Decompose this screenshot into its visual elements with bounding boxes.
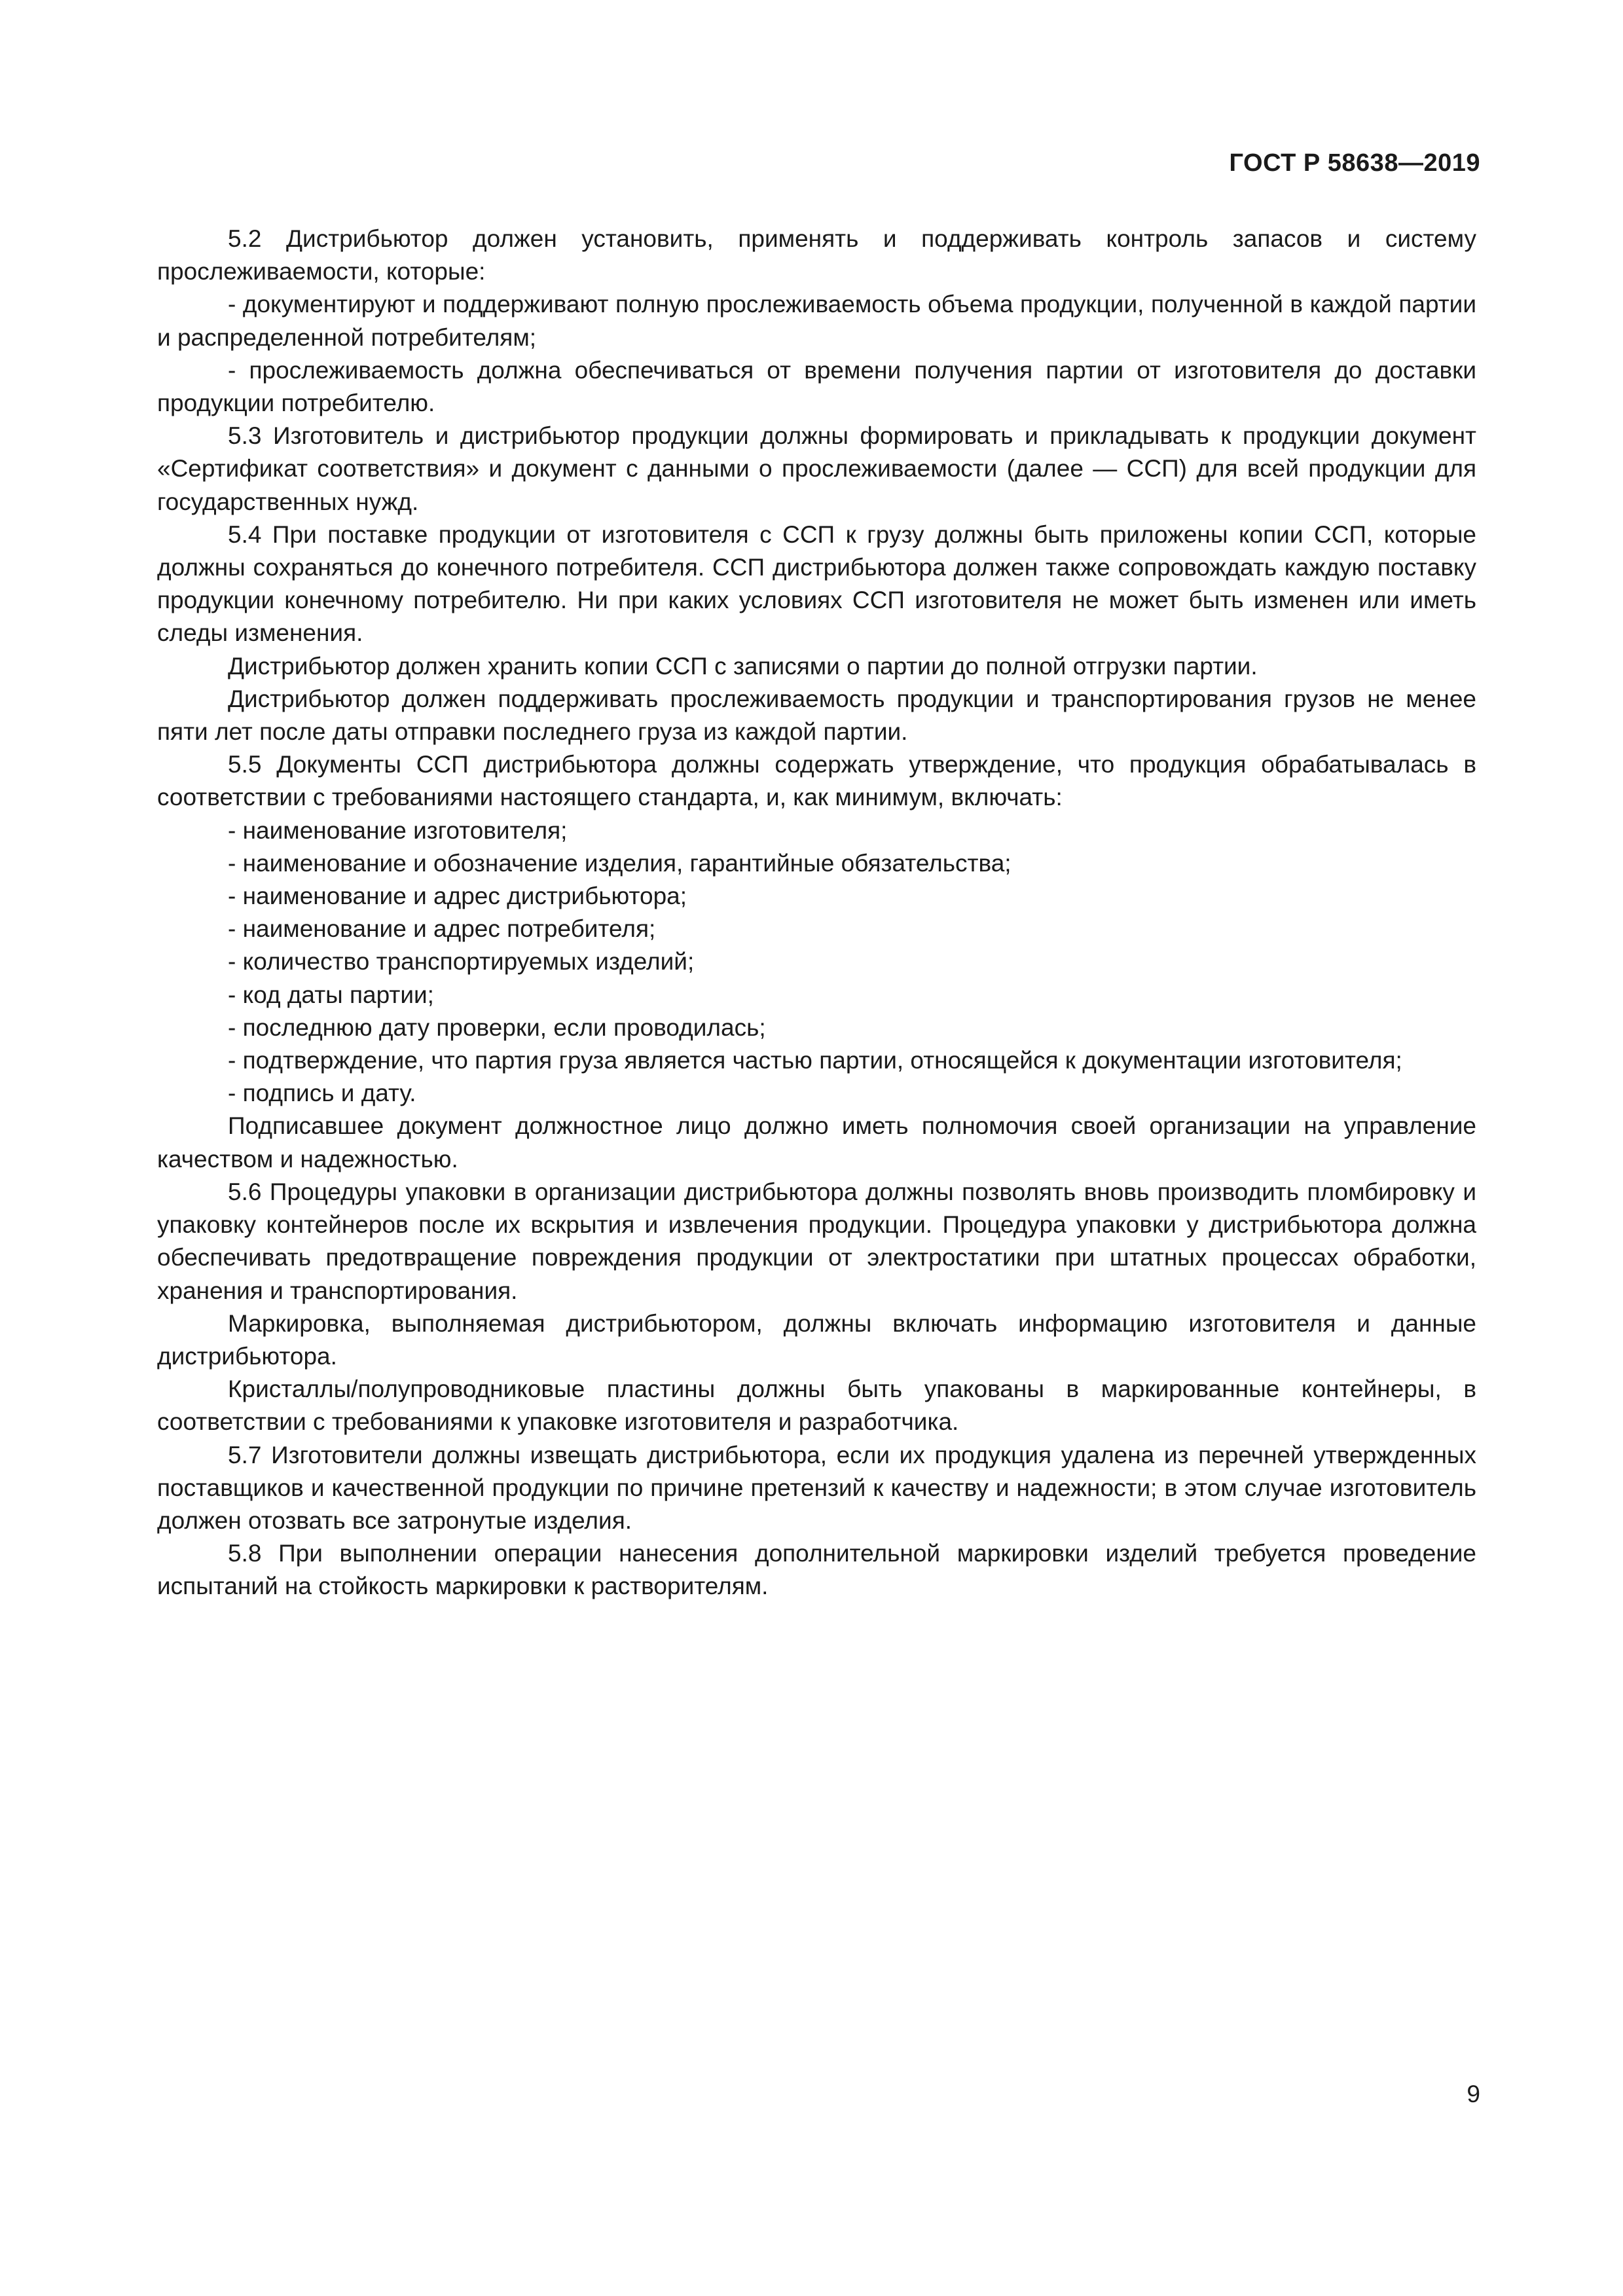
list-item: - подпись и дату. <box>228 1080 416 1107</box>
paragraph: Подписавшее документ должностное лицо должно иметь полномочия своей организации на управление качеством и надежностью. <box>157 1112 1476 1173</box>
list-item: - наименование и адрес дистрибьютора; <box>228 883 687 910</box>
page-number: 9 <box>1467 2081 1480 2107</box>
standard-code-header: ГОСТ Р 58638—2019 <box>1229 149 1480 177</box>
list-item: - прослеживаемость должна обеспечиваться от времени получения партии от изготовителя до доставки продукции потребителю. <box>157 356 1476 417</box>
clause-5-6: 5.6 Процедуры упаковки в организации дистрибьютора должны позволять вновь производить пломбировку и упаковку контейнеров после их вскрытия и извлечения продукции. Процедура упаковки у дистрибьютора должна обеспечивать предотвращение повреждения продукции от электростатики при штатных процессах обработки, хранения и транспортирования. <box>157 1178 1476 1304</box>
list-item: - наименование изготовителя; <box>228 816 568 844</box>
list-item: - наименование и обозначение изделия, гарантийные обязательства; <box>228 849 1012 877</box>
paragraph: Дистрибьютор должен хранить копии ССП с записями о партии до полной отгрузки партии. <box>228 652 1258 680</box>
list-item: - количество транспортируемых изделий; <box>228 948 695 975</box>
clause-5-2: 5.2 Дистрибьютор должен установить, применять и поддерживать контроль запасов и систему прослеживаемости, которые: <box>157 225 1476 285</box>
list-item: - наименование и адрес потребителя; <box>228 915 656 943</box>
clause-5-4: 5.4 При поставке продукции от изготовителя с ССП к грузу должны быть приложены копии ССП, которые должны сохраняться до конечного потребителя. ССП дистрибьютора должен также сопровождать каждую поставку продукции конечному потребителю. Ни при каких условиях ССП изготовителя не может быть изменен или иметь следы изменения. <box>157 520 1476 647</box>
paragraph: Кристаллы/полупроводниковые пластины должны быть упакованы в маркированные контейнеры, в соответствии с требованиями к упаковке изготовителя и разработчика. <box>157 1376 1476 1436</box>
list-item: - подтверждение, что партия груза является частью партии, относящейся к документации изготовителя; <box>228 1047 1402 1074</box>
paragraph: Маркировка, выполняемая дистрибьютором, должны включать информацию изготовителя и данные дистрибьютора. <box>157 1309 1476 1370</box>
list-item: - код даты партии; <box>228 981 434 1008</box>
clause-5-3: 5.3 Изготовитель и дистрибьютор продукции должны формировать и прикладывать к продукции документ «Сертификат соответствия» и документ с данными о прослеживаемости (далее — ССП) для всей продукции для государственных нужд. <box>157 422 1476 515</box>
document-body <box>157 223 1476 1603</box>
clause-5-5: 5.5 Документы ССП дистрибьютора должны содержать утверждение, что продукция обрабатывалась в соответствии с требованиями настоящего стандарта, и, как минимум, включать: <box>157 751 1476 811</box>
clause-5-8: 5.8 При выполнении операции нанесения дополнительной маркировки изделий требуется проведение испытаний на стойкость маркировки к растворителям. <box>157 1540 1476 1600</box>
list-item: - документируют и поддерживают полную прослеживаемость объема продукции, полученной в каждой партии и распределенной потребителям; <box>157 291 1476 351</box>
paragraph: Дистрибьютор должен поддерживать прослеживаемость продукции и транспортирования грузов не менее пяти лет после даты отправки последнего груза из каждой партии. <box>157 685 1476 746</box>
list-item: - последнюю дату проверки, если проводилась; <box>228 1013 766 1041</box>
clause-5-7: 5.7 Изготовители должны извещать дистрибьютора, если их продукция удалена из перечней утвержденных поставщиков и качественной продукции по причине претензий к качеству и надежности; в этом случае изготовитель должен отозвать все затронутые изделия. <box>157 1441 1476 1534</box>
